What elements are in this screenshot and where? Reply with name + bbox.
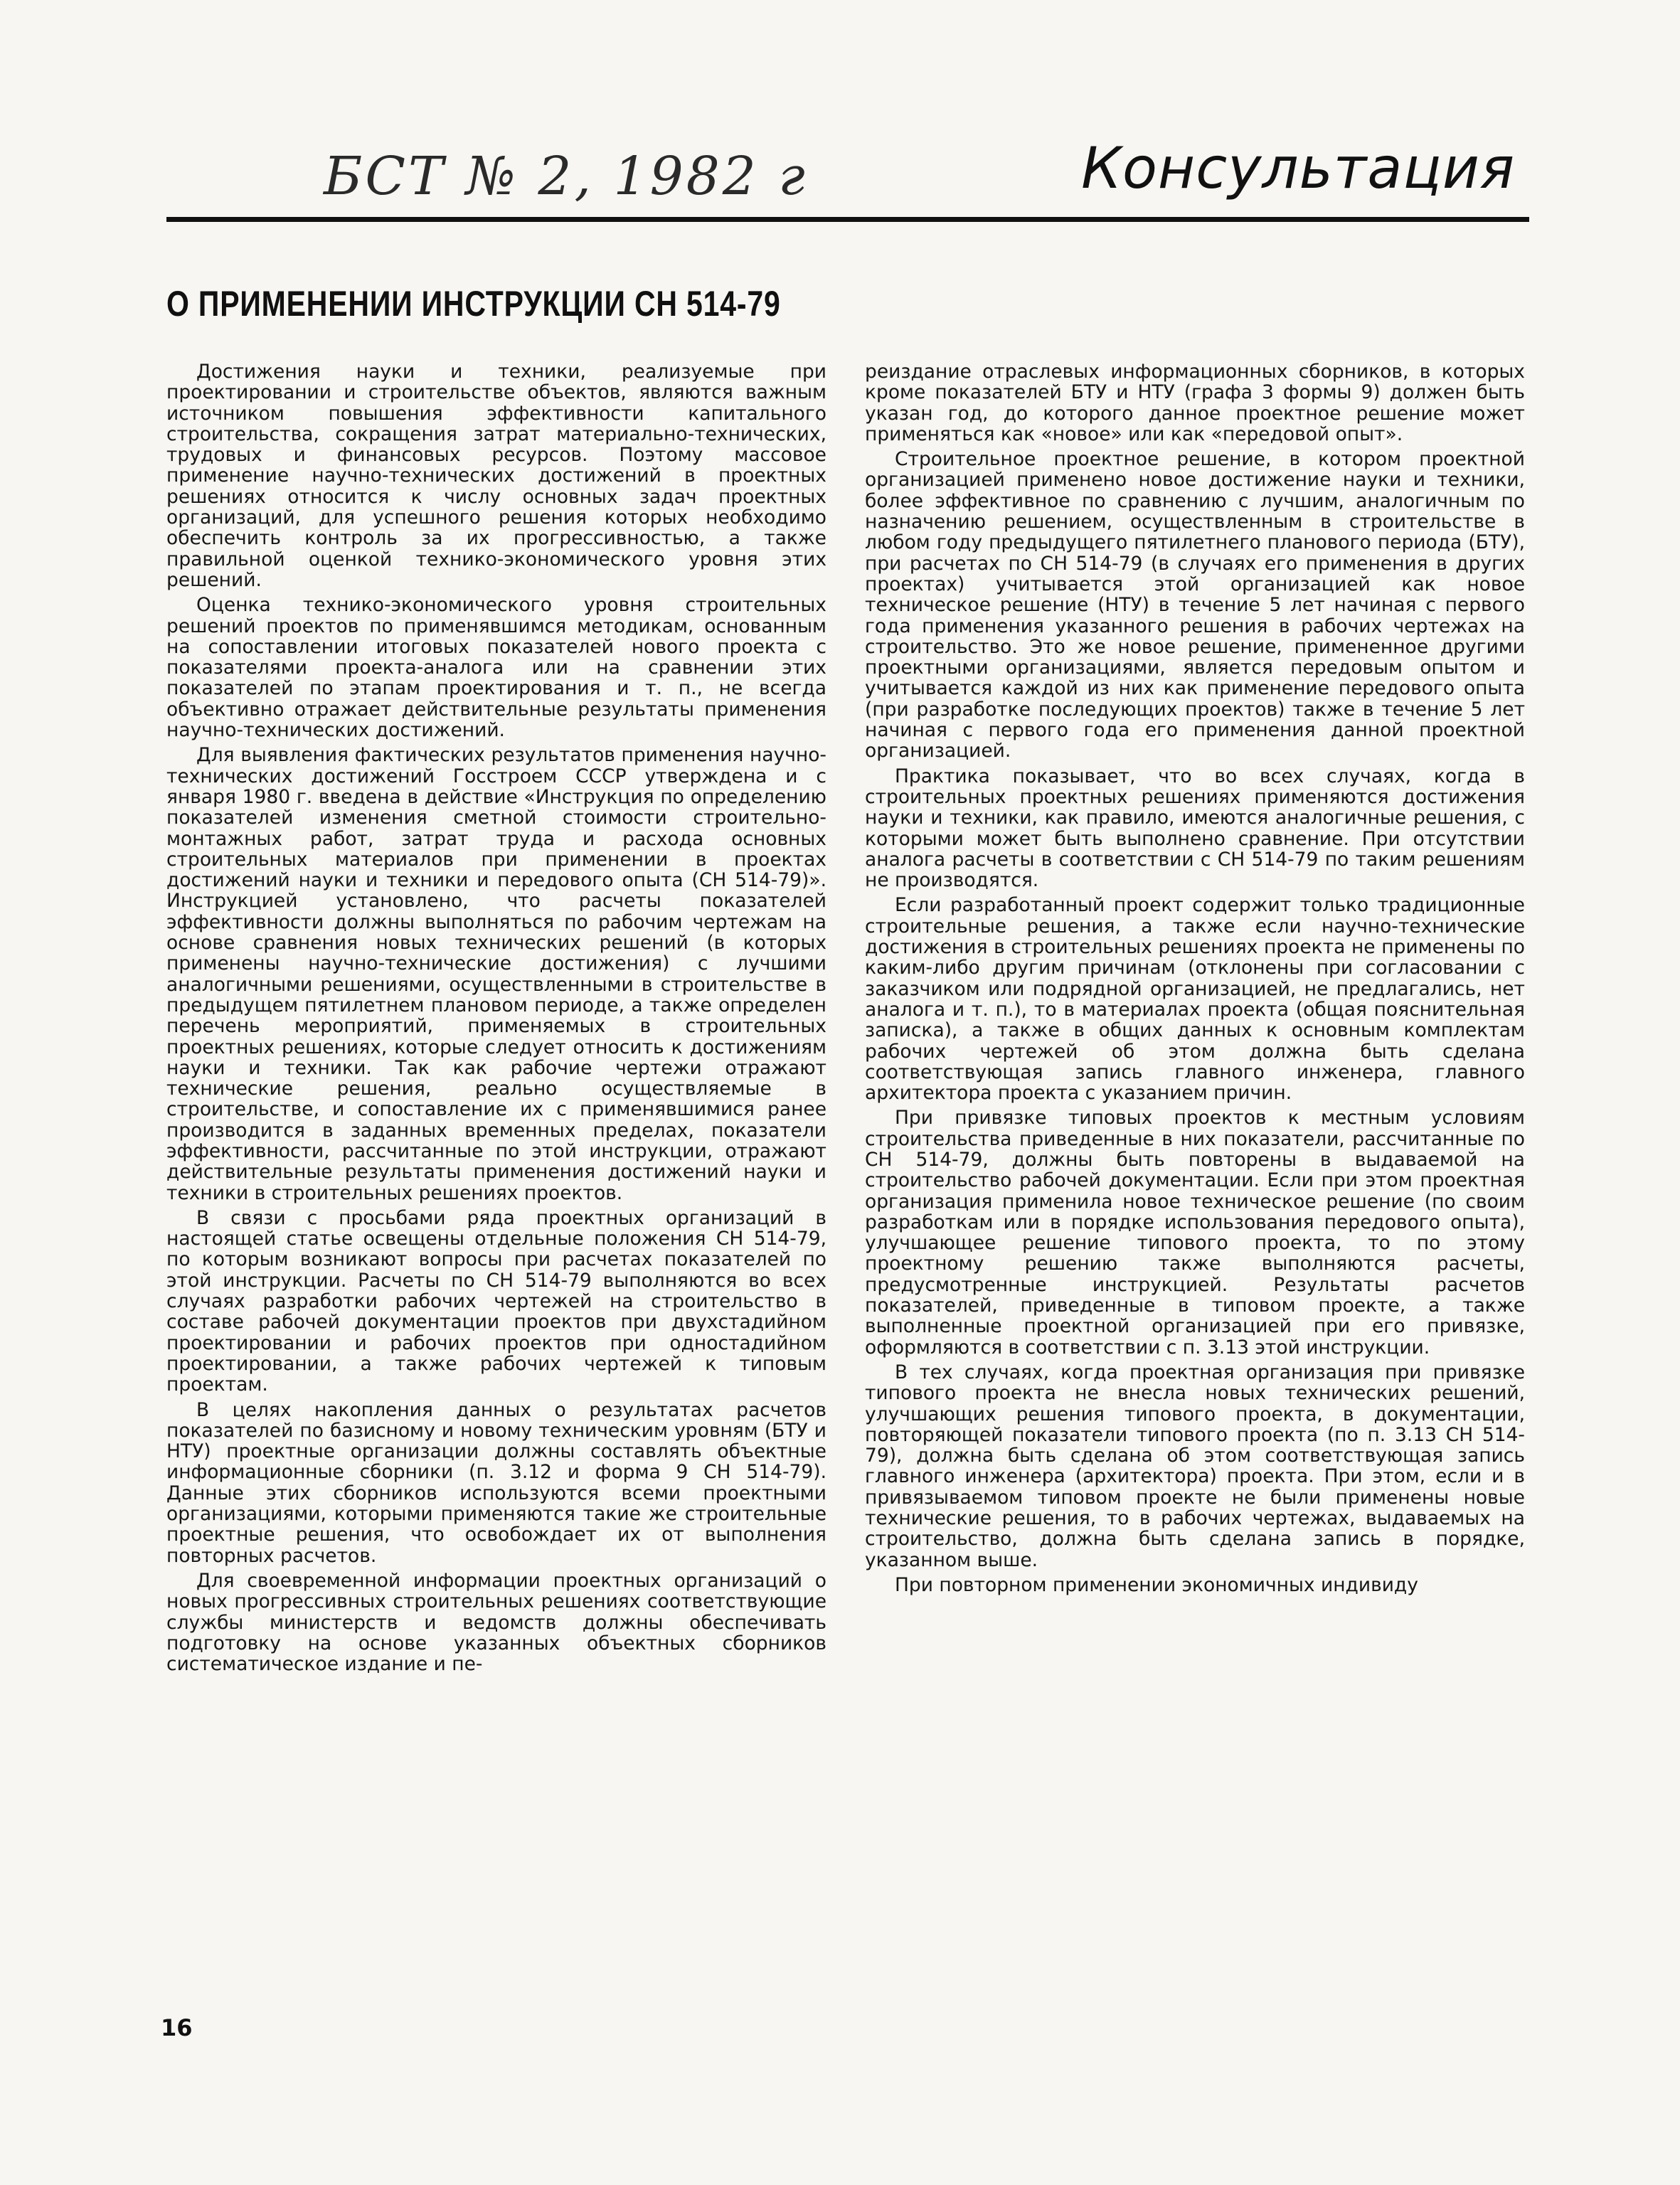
page-number: 16 <box>161 2014 193 2041</box>
paragraph: Оценка технико-экономического уровня строительных решений проектов по применявшимся методикам, основанным на сопоставлении итоговых показателей нового проекта с показателями проекта-аналога или на сравнении этих показателей по этапам проектирования и т. п., не всегда объективно отражает действительные результаты применения научно-технических достижений. <box>166 594 826 742</box>
right-column <box>865 361 1525 1600</box>
left-column <box>166 361 826 1679</box>
paragraph: Для своевременной информации проектных организаций о новых прогрессивных строительных решениях соответствующие службы министерств и ведомств должны обеспечивать подготовку на основе указанных объектных сборников систематическое издание и пе- <box>166 1569 826 1676</box>
paragraph: В тех случаях, когда проектная организация при привязке типового проекта не внесла новых технических решений, улучшающих решения типового проекта, в документации, повторяющей показатели типового проекта (по п. 3.13 СН 514-79), должна быть сделана об этом соответствующая запись главного инженера (архитектора) проекта. При этом, если и в привязываемом типовом проекте не были применены новые технические решения, то в рабочих чертежах, выдаваемых на строительство, должна быть сделана запись в порядке, указанном выше. <box>865 1361 1525 1571</box>
handwritten-reference-note: БСТ № 2, 1982 г <box>324 146 808 207</box>
article-title: О ПРИМЕНЕНИИ ИНСТРУКЦИИ СН 514-79 <box>166 284 781 324</box>
paragraph: Достижения науки и техники, реализуемые при проектировании и строительстве объектов, являются важным источником повышения эффективности капитального строительства, сокращения затрат материально-технических, трудовых и финансовых ресурсов. Поэтому массовое применение научно-технических достижений в проектных решениях относится к числу основных задач проектных организаций, для успешного решения которых необходимо обеспечить контроль за их прогрессивностью, а также правильной оценкой технико-экономического уровня этих решений. <box>166 361 826 591</box>
section-heading: Консультация <box>1081 135 1515 201</box>
header-rule <box>166 217 1529 222</box>
paragraph: Строительное проектное решение, в котором проектной организацией применено новое достижение науки и техники, более эффективное по сравнению с лучшим, аналогичным по назначению решением, осуществленным в строительстве в любом году предыдущего пятилетнего планового периода (БТУ), при расчетах по СН 514-79 (в случаях его применения в других проектах) учитывается этой организацией как новое техническое решение (НТУ) в течение 5 лет начиная с первого года применения указанного решения в рабочих чертежах на строительство. Это же новое решение, примененное другими проектными организациями, является передовым опытом и учитывается каждой из них как применение передового опыта (при разработке последующих проектов) также в течение 5 лет начиная с первого года его применения данной проектной организацией. <box>865 448 1525 762</box>
paragraph: Для выявления фактических результатов применения научно-технических достижений Госстроем СССР утверждена и с января 1980 г. введена в действие «Инструкция по определению показателей изменения сметной стоимости строительно-монтажных работ, затрат труда и расхода основных строительных материалов при применении в проектах достижений науки и техники и передового опыта (СН 514-79)». Инструкцией установлено, что расчеты показателей эффективности должны выполняться по рабочим чертежам на основе сравнения новых технических решений (в которых применены научно-технические достижения) с лучшими аналогичными решениями, осуществленными в строительстве в предыдущем пятилетнем плановом периоде, а также определен перечень мероприятий, применяемых в строительных проектных решениях, которые следует относить к достижениям науки и техники. Так как рабочие чертежи отражают технические решения, реально осуществляемые в строительстве, и сопоставление их с применявшимися ранее производится в заданных временных пределах, показатели эффективности, рассчитанные по этой инструкции, отражают действительные результаты применения достижений науки и техники в строительных решениях проектов. <box>166 744 826 1204</box>
paragraph: Практика показывает, что во всех случаях, когда в строительных проектных решениях применяются достижения науки и техники, как правило, имеются аналогичные решения, с которыми может быть выполнено сравнение. При отсутствии аналога расчеты в соответствии с СН 514-79 по таким решениям не производятся. <box>865 765 1525 892</box>
paragraph: В связи с просьбами ряда проектных организаций в настоящей статье освещены отдельные положения СН 514-79, по которым возникают вопросы при расчетах показателей по этой инструкции. Расчеты по СН 514-79 выполняются во всех случаях разработки рабочих чертежей на строительство в составе рабочей документации проектов при двухстадийном проектировании и рабочих проектов при одностадийном проектировании, а также рабочих чертежей к типовым проектам. <box>166 1206 826 1396</box>
paragraph: В целях накопления данных о результатах расчетов показателей по базисному и новому техническим уровням (БТУ и НТУ) проектные организации должны составлять объектные информационные сборники (п. 3.12 и форма 9 СН 514-79). Данные этих сборников используются всеми проектными организациями, которыми применяются такие же строительные проектные решения, что освобождает их от выполнения повторных расчетов. <box>166 1398 826 1567</box>
paragraph-continuation: реиздание отраслевых информационных сборников, в которых кроме показателей БТУ и НТУ (графа 3 формы 9) должен быть указан год, до которого данное проектное решение может применяться как «новое» или как «передовой опыт». <box>865 361 1525 445</box>
paragraph: При повторном применении экономичных индивиду <box>895 1573 1418 1596</box>
paragraph: Если разработанный проект содержит только традиционные строительные решения, а также если научно-технические достижения в строительных решениях проекта не применены по каким-либо другим причинам (отклонены при согласовании с заказчиком или подрядной организацией, не предлагались, нет аналога и т. п.), то в материалах проекта (общая пояснительная записка), а также в общих данных к основным комплектам рабочих чертежей об этом должна быть сделана соответствующая запись главного инженера, главного архитектора проекта с указанием причин. <box>865 894 1525 1105</box>
paragraph: При привязке типовых проектов к местным условиям строительства приведенные в них показатели, рассчитанные по СН 514-79, должны быть повторены в выдаваемой на строительство рабочей документации. Если при этом проектная организация применила новое техническое решение (по своим разработкам или в порядке использования передового опыта), улучшающее решение типового проекта, то по этому проектному решению также выполняются расчеты, предусмотренные инструкцией. Результаты расчетов показателей, приведенные в типовом проекте, а также выполненные проектной организацией при его привязке, оформляются в соответствии с п. 3.13 этой инструкции. <box>865 1107 1525 1359</box>
